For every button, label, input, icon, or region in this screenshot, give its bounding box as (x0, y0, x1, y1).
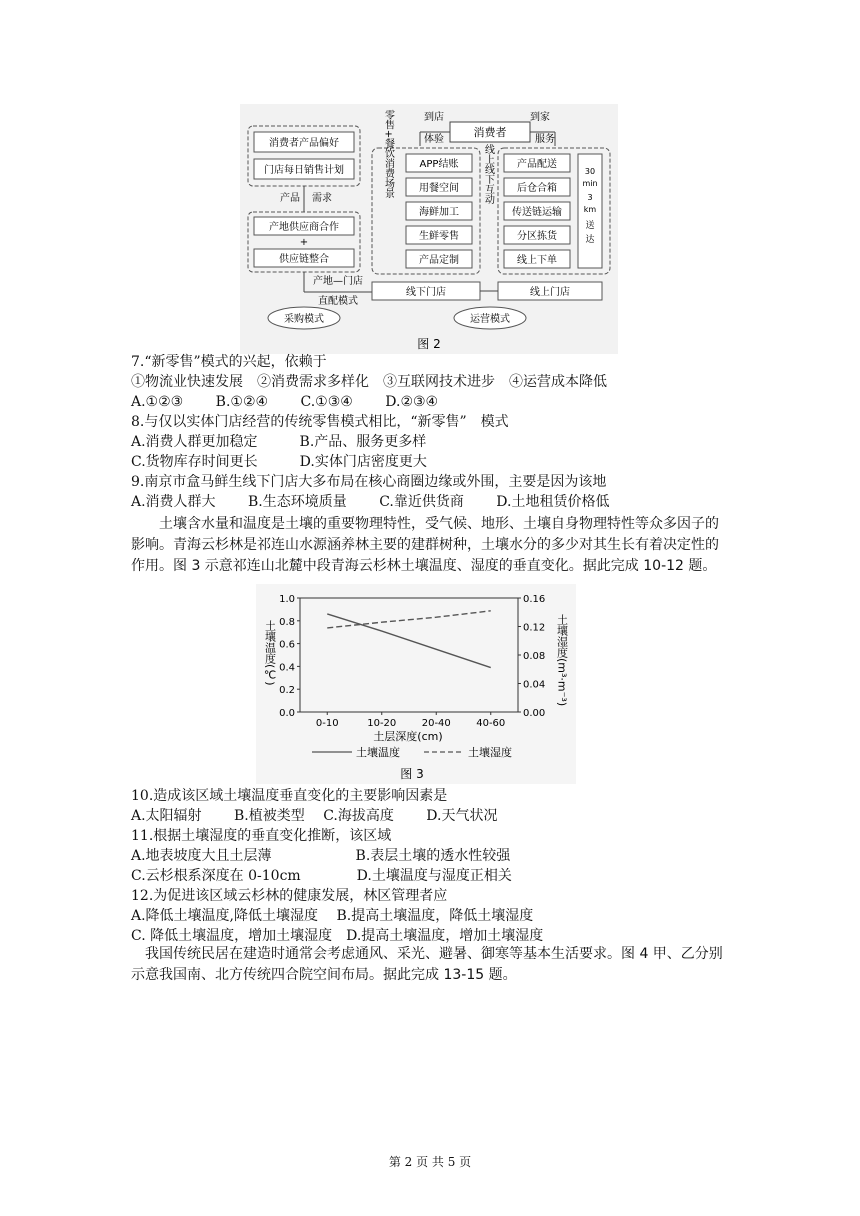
q7-stem: 7.“新零售”模式的兴起，依赖于 (131, 354, 327, 370)
svg-text:30: 30 (584, 167, 596, 176)
svg-text:用餐空间: 用餐空间 (419, 183, 459, 194)
left-tick-label: 0.4 (279, 662, 295, 674)
svg-text:零售+餐饮消费场景: 零售+餐饮消费场景 (382, 109, 394, 199)
x-tick-label: 0-10 (315, 718, 339, 729)
q9-choices: A.消费人群大 B.生态环境质量 C.靠近供货商 D.土地租赁价格低 (131, 494, 610, 510)
svg-text:产品: 产品 (280, 193, 300, 204)
right-tick-label: 0.04 (523, 679, 546, 691)
svg-text:海鲜加工: 海鲜加工 (419, 207, 459, 218)
svg-text:到家: 到家 (530, 112, 550, 123)
svg-text:产地供应商合作: 产地供应商合作 (269, 222, 339, 233)
q9-stem: 9.南京市盒马鲜生线下门店大多布局在核心商圈边缘或外围，主要是因为该地 (131, 474, 607, 490)
svg-text:产品配送: 产品配送 (517, 159, 557, 170)
intro-paragraph-13-15: 我国传统民居在建造时通常会考虑通风、采光、避暑、御寒等基本生活要求。图 4 甲、乙分别示意我国南、北方传统四合院空间布局。据此完成 13-15 题。 (131, 946, 723, 983)
q10-choices: A.太阳辐射 B.植被类型 C.海拔高度 D.天气状况 (131, 808, 498, 824)
svg-text:线上门店: 线上门店 (530, 287, 570, 298)
intro-paragraph-10-12: 土壤含水量和温度是土壤的重要物理特性，受气候、地形、土壤自身物理特性等众多因子的影响。青海云杉林是祁连山水源涵养林主要的建群树种，土壤水分的多少对其生长有着决定性的作用。图 3 示意祁连山北麓中段青海云杉林土壤温度、湿度的垂直变化。据此完成 10-12 题。 (131, 516, 719, 574)
q11-choices-cd: C.云杉根系深度在 0-10cm D.土壤温度与湿度正相关 (131, 868, 512, 884)
figure-2-caption: 图 2 (417, 337, 441, 351)
svg-text:到店: 到店 (424, 112, 444, 123)
right-tick-label: 0.12 (523, 622, 546, 634)
q8-choices-cd: C.货物库存时间更长 D.实体门店密度更大 (131, 454, 427, 470)
x-tick-label: 20-40 (421, 718, 451, 729)
page-footer: 第 2 页 共 5 页 (388, 1155, 472, 1169)
svg-text:采购模式: 采购模式 (284, 314, 324, 325)
svg-text:服务: 服务 (535, 134, 555, 145)
q11-choices-ab: A.地表坡度大且土层薄 B.表层土壤的透水性较强 (131, 848, 511, 864)
q12-choices-cd: C. 降低土壤温度，增加土壤湿度 D.提高土壤温度，增加土壤湿度 (131, 928, 544, 944)
x-tick-label: 10-20 (367, 718, 397, 729)
left-tick-label: 0.0 (279, 708, 295, 719)
svg-text:APP结账: APP结账 (419, 159, 459, 170)
svg-text:产地—门店: 产地—门店 (313, 276, 363, 287)
left-tick-label: 0.8 (279, 616, 295, 628)
right-tick-label: 0.16 (523, 594, 546, 605)
q8-choices-ab: A.消费人群更加稳定 B.产品、服务更多样 (131, 434, 427, 450)
right-tick-label: 0.08 (523, 651, 546, 662)
service-items (504, 154, 570, 268)
svg-text:直配模式: 直配模式 (318, 296, 358, 307)
svg-text:需求: 需求 (312, 193, 332, 204)
right-tick-label: 0.00 (523, 708, 546, 719)
left-tick-label: 0.6 (279, 639, 295, 651)
q8-stem: 8.与仅以实体门店经营的传统零售模式相比，“新零售” 模式 (131, 414, 509, 430)
svg-text:达: 达 (585, 235, 595, 245)
q7-options: ①物流业快速发展 ②消费需求多样化 ③互联网技术进步 ④运营成本降低 (131, 374, 607, 390)
q11-stem: 11.根据土壤湿度的垂直变化推断，该区域 (131, 828, 392, 844)
q10-stem: 10.造成该区域土壤温度垂直变化的主要影响因素是 (131, 788, 448, 804)
svg-text:线下门店: 线下门店 (406, 287, 446, 298)
y-left-label: 土壤温度(℃) (263, 620, 277, 686)
svg-text:+: + (299, 237, 309, 248)
svg-text:线上下单: 线上下单 (517, 255, 557, 266)
svg-text:线上线下互动: 线上线下互动 (482, 144, 494, 204)
figure-3-caption: 图 3 (400, 767, 424, 781)
figure-2-diagram (240, 104, 618, 354)
legend-humidity: 土壤湿度 (468, 746, 512, 759)
consumer-label: 消费者 (473, 126, 507, 139)
x-tick-label: 40-60 (476, 718, 506, 729)
svg-text:后仓合箱: 后仓合箱 (517, 183, 557, 194)
figure-3-chart (256, 584, 576, 784)
svg-text:产品定制: 产品定制 (419, 255, 459, 266)
svg-text:运营模式: 运营模式 (470, 314, 510, 325)
svg-text:门店每日销售计划: 门店每日销售计划 (264, 165, 344, 176)
x-axis-label: 土层深度(cm) (373, 730, 443, 743)
q12-stem: 12.为促进该区域云杉林的健康发展，林区管理者应 (131, 888, 448, 904)
legend-temperature: 土壤温度 (356, 746, 400, 759)
svg-text:分区拣货: 分区拣货 (517, 231, 557, 242)
svg-text:3: 3 (587, 193, 593, 202)
q7-choices: A.①②③ B.①②④ C.①③④ D.②③④ (131, 394, 439, 410)
svg-text:送: 送 (585, 221, 595, 231)
svg-text:传送链运输: 传送链运输 (512, 207, 562, 218)
svg-text:生鲜零售: 生鲜零售 (419, 231, 459, 242)
svg-text:消费者产品偏好: 消费者产品偏好 (269, 138, 339, 149)
svg-text:供应链整合: 供应链整合 (279, 254, 329, 265)
scene-items (406, 154, 472, 268)
left-tick-label: 1.0 (279, 594, 295, 605)
svg-text:km: km (583, 205, 597, 214)
left-tick-label: 0.2 (279, 685, 295, 697)
svg-text:min: min (582, 179, 598, 188)
q12-choices-ab: A.降低土壤温度,降低土壤湿度 B.提高土壤温度，降低土壤湿度 (131, 908, 534, 924)
svg-text:体验: 体验 (424, 134, 444, 145)
y-right-label: 土壤湿度(m³·m⁻³) (555, 614, 569, 707)
